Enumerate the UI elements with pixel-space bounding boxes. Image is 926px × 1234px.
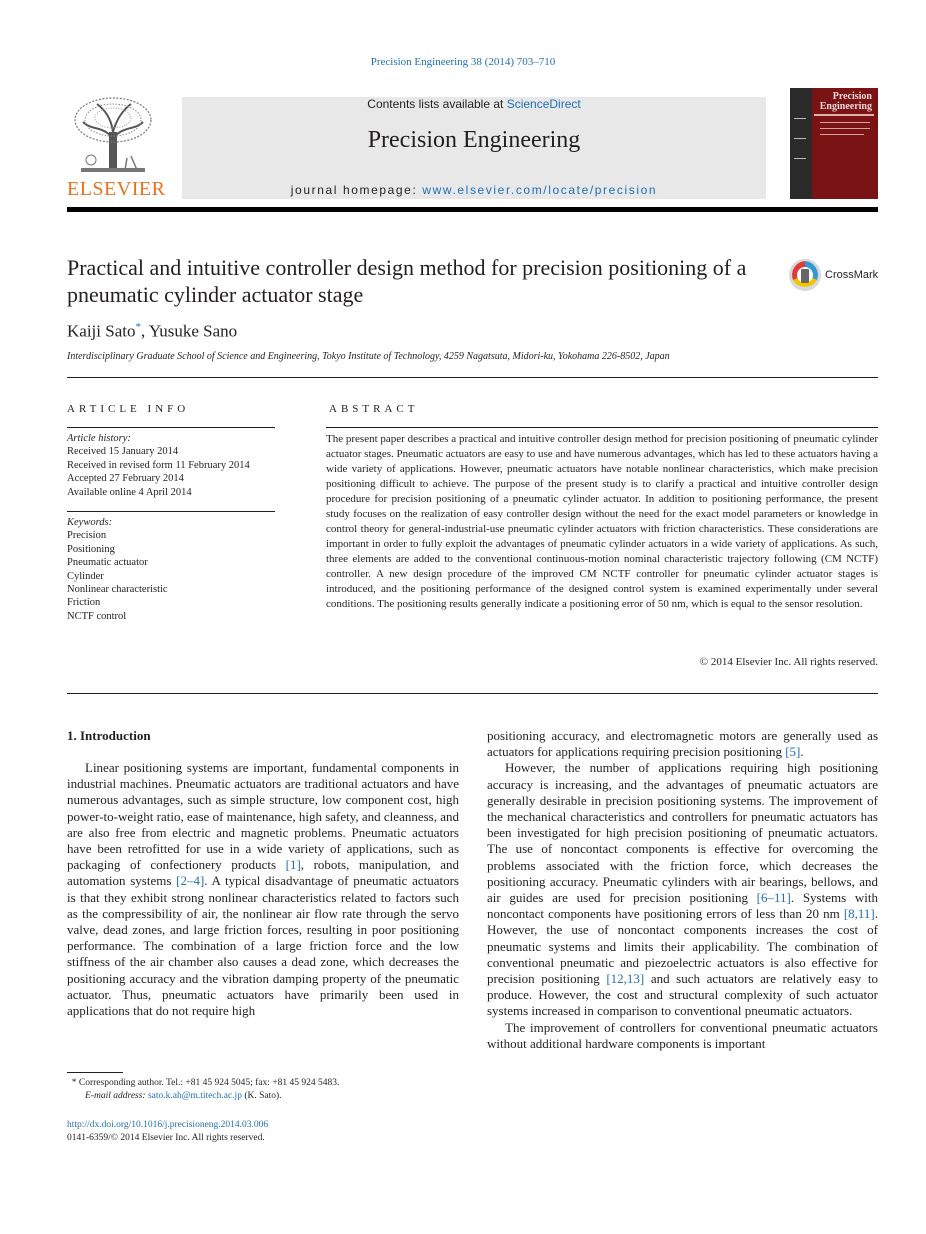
- contents-line: [182, 97, 766, 111]
- author-name[interactable]: Kaiji Sato: [67, 321, 136, 341]
- divider: [67, 511, 275, 512]
- keywords: [67, 516, 275, 623]
- citation-link[interactable]: [8,11]: [843, 906, 875, 922]
- issn-line: 0141-6359/© 2014 Elsevier Inc. All rights reserved.: [67, 1132, 265, 1143]
- keyword: Positioning: [67, 543, 115, 555]
- elsevier-tree-icon: [71, 96, 155, 176]
- history-item: Received 15 January 2014: [67, 446, 179, 458]
- masthead: [67, 88, 878, 200]
- paragraph-text: Linear positioning systems are important, fundamental components in industrial machines. Pneumatic actuators are traditional actuators and have numerous advantages, such as simple structure, low component cost, high power-to-weight ratio, ease of maintenance, high safety, and cleanness, and are also free from electric and magnetic problems. Pneumatic actuators have been retrofitted for use in a wide variety of applications, such as packaging of confectionery products: [67, 760, 459, 873]
- keyword: Precision: [67, 530, 107, 542]
- paragraph-text: and such actuators are relatively easy to produce. However, the cost and structural complexity of such actuator systems increased in comparison to conventional pneumatic actuators.: [487, 971, 878, 1019]
- footnote-rule: [67, 1072, 123, 1073]
- paragraph-text: , robots, manipulation, and automation systems: [67, 857, 459, 889]
- paragraph-text: . Systems with noncontact components have positioning errors of less than 20 nm: [487, 890, 878, 922]
- citation-link[interactable]: [5]: [785, 744, 801, 760]
- author-list: [67, 321, 237, 342]
- divider: [67, 377, 878, 378]
- article-history: [67, 432, 275, 499]
- email-link[interactable]: sato.k.ah@m.titech.ac.jp: [147, 1091, 242, 1101]
- crossmark-label: CrossMark: [825, 269, 879, 281]
- footnote: [67, 1077, 339, 1103]
- copyright: © 2014 Elsevier Inc. All rights reserved.: [699, 656, 878, 668]
- keyword: Nonlinear characteristic: [67, 584, 168, 596]
- history-item: Available online 4 April 2014: [67, 486, 192, 498]
- paragraph-text: . However, the use of noncontact components increases the cost of pneumatic systems and limits their applicability. The combination of conventional pneumatic and piezoelectric actuators is also effective for precision positioning: [487, 906, 878, 987]
- divider: [67, 693, 878, 694]
- citation-link[interactable]: [6–11]: [756, 890, 791, 906]
- keyword: Cylinder: [67, 570, 104, 582]
- paragraph-text: .: [800, 744, 804, 760]
- body-column-right: [487, 728, 878, 1052]
- paragraph: [487, 760, 878, 1019]
- paragraph-text: . A typical disadvantage of pneumatic actuators is that they exhibit strong nonlinear characteristics related to factors such as the compressibility of air, the nonlinear air flow rate through the servo valve, dead zones, and large friction forces, resulting in poor positioning performance. The combination of a large friction force and the low stiffness of the air chamber also causes a dead zone, which decreases the positioning accuracy and the vibration damping property of the pneumatic actuator. Thus, pneumatic actuators have primarily been used in applications that do not require high: [67, 873, 459, 1019]
- corresponding-author-note: [67, 1077, 339, 1090]
- history-item: Accepted 27 February 2014: [67, 473, 184, 485]
- keywords-label: Keywords:: [67, 517, 113, 528]
- journal-cover-thumbnail[interactable]: [790, 88, 878, 199]
- cover-title: Precision Engineering: [819, 91, 872, 112]
- section-heading: 1. Introduction: [67, 728, 151, 743]
- abstract-text: The present paper describes a practical and intuitive controller design method for precision positioning of pneumatic cylinder actuator stages. Pneumatic actuators are easy to use and have numerous advantages, which has led to these actuators having a wide variety of applications. However, pneumatic actuators have notable nonlinear characteristics, which make precision positioning difficult to achieve. The purpose of the present study is to clarify a practical and intuitive controller design procedure for precision positioning of a pneumatic cylinder actuator. In addition to positioning performance, the present study focuses on the realization of easy controller design without the need for the exact model parameters or knowledge in control theory for general-industrial-use pneumatic cylinder actuators with friction characteristics. These considerations are important in order to fully exploit the advantages of pneumatic cylinder actuators in a wide variety of applications. As such, three elements are added to the conventional continuous-motion nominal characteristic trajectory following (CM NCTF) controller. A new design procedure of the improved CM NCTF controller for pneumatic cylinder actuator stages is introduced, and the positioning performance of the designed control system is examined experimentally under several conditions. The positioning results generally indicate a positioning error of 50 nm, which is equal to the sensor resolution.: [326, 433, 878, 610]
- paragraph: [487, 1020, 878, 1052]
- crossmark-badge[interactable]: [788, 258, 883, 294]
- contents-prefix: Contents lists available at: [367, 97, 507, 111]
- header-rule: [67, 207, 878, 212]
- keyword: NCTF control: [67, 610, 127, 622]
- abstract-heading: ABSTRACT: [329, 403, 419, 415]
- keyword: Friction: [67, 597, 101, 609]
- author-name[interactable]: , Yusuke Sano: [140, 321, 238, 341]
- doi-link[interactable]: http://dx.doi.org/10.1016/j.precisioneng.2014.03.006: [67, 1120, 269, 1130]
- citation-link[interactable]: [1]: [285, 857, 301, 873]
- homepage-line: [182, 183, 766, 197]
- citation-link[interactable]: [2–4]: [176, 873, 205, 889]
- paragraph: [487, 728, 878, 760]
- footnote-marker: *: [71, 1078, 77, 1088]
- journal-homepage-link[interactable]: www.elsevier.com/locate/precision: [422, 183, 658, 197]
- elsevier-wordmark: ELSEVIER: [67, 178, 166, 200]
- history-item: Received in revised form 11 February 2014: [67, 459, 250, 471]
- keyword: Pneumatic actuator: [67, 557, 148, 569]
- paragraph-text: The improvement of controllers for conventional pneumatic actuators without additional hardware components is important: [487, 1019, 878, 1051]
- elsevier-logo[interactable]: [67, 96, 166, 200]
- journal-title: Precision Engineering: [367, 127, 581, 153]
- email-suffix: (K. Sato).: [241, 1091, 282, 1101]
- doi-block: [67, 1119, 268, 1144]
- paragraph: [67, 760, 459, 1019]
- citation-link[interactable]: [12,13]: [606, 971, 645, 987]
- history-label: Article history:: [67, 433, 131, 444]
- divider: [326, 427, 878, 428]
- email-note: [67, 1090, 339, 1103]
- body-column-left: [67, 760, 459, 1019]
- journal-reference[interactable]: Precision Engineering 38 (2014) 703–710: [370, 56, 556, 68]
- footnote-text: Corresponding author. Tel.: +81 45 924 5045; fax: +81 45 924 5483.: [76, 1078, 340, 1088]
- article-title: Practical and intuitive controller design method for precision positioning of a pneumatic cylinder actuator stage: [67, 255, 747, 307]
- crossmark-icon: [788, 258, 822, 292]
- sciencedirect-link[interactable]: ScienceDirect: [506, 97, 581, 111]
- masthead-banner: [182, 97, 766, 199]
- divider: [67, 427, 275, 428]
- paragraph-text: However, the number of applications requiring high positioning accuracy is increasing, and the advantages of pneumatic actuators are generally desirable in precision positioning systems. The improvement of the mechanical characteristics and controllers for pneumatic actuators has been investigated for high precision positioning of pneumatic actuators. The use of noncontact components is effective for overcoming the problems associated with the friction force, which decreases the positioning accuracy. Pneumatic cylinders with air bearings, bellows, and air guides are used for precision positioning: [487, 760, 878, 906]
- homepage-prefix: journal homepage:: [290, 183, 423, 197]
- email-label: E-mail address:: [85, 1091, 148, 1101]
- corresponding-author-marker[interactable]: *: [135, 321, 141, 333]
- article-info-heading: ARTICLE INFO: [67, 403, 190, 415]
- affiliation: Interdisciplinary Graduate School of Science and Engineering, Tokyo Institute of Technology, 4259 Nagatsuta, Midori-ku, Yokohama 226-8502, Japan: [67, 351, 670, 362]
- paragraph-text: positioning accuracy, and electromagnetic motors are generally used as actuators for applications requiring precision positioning: [487, 728, 878, 760]
